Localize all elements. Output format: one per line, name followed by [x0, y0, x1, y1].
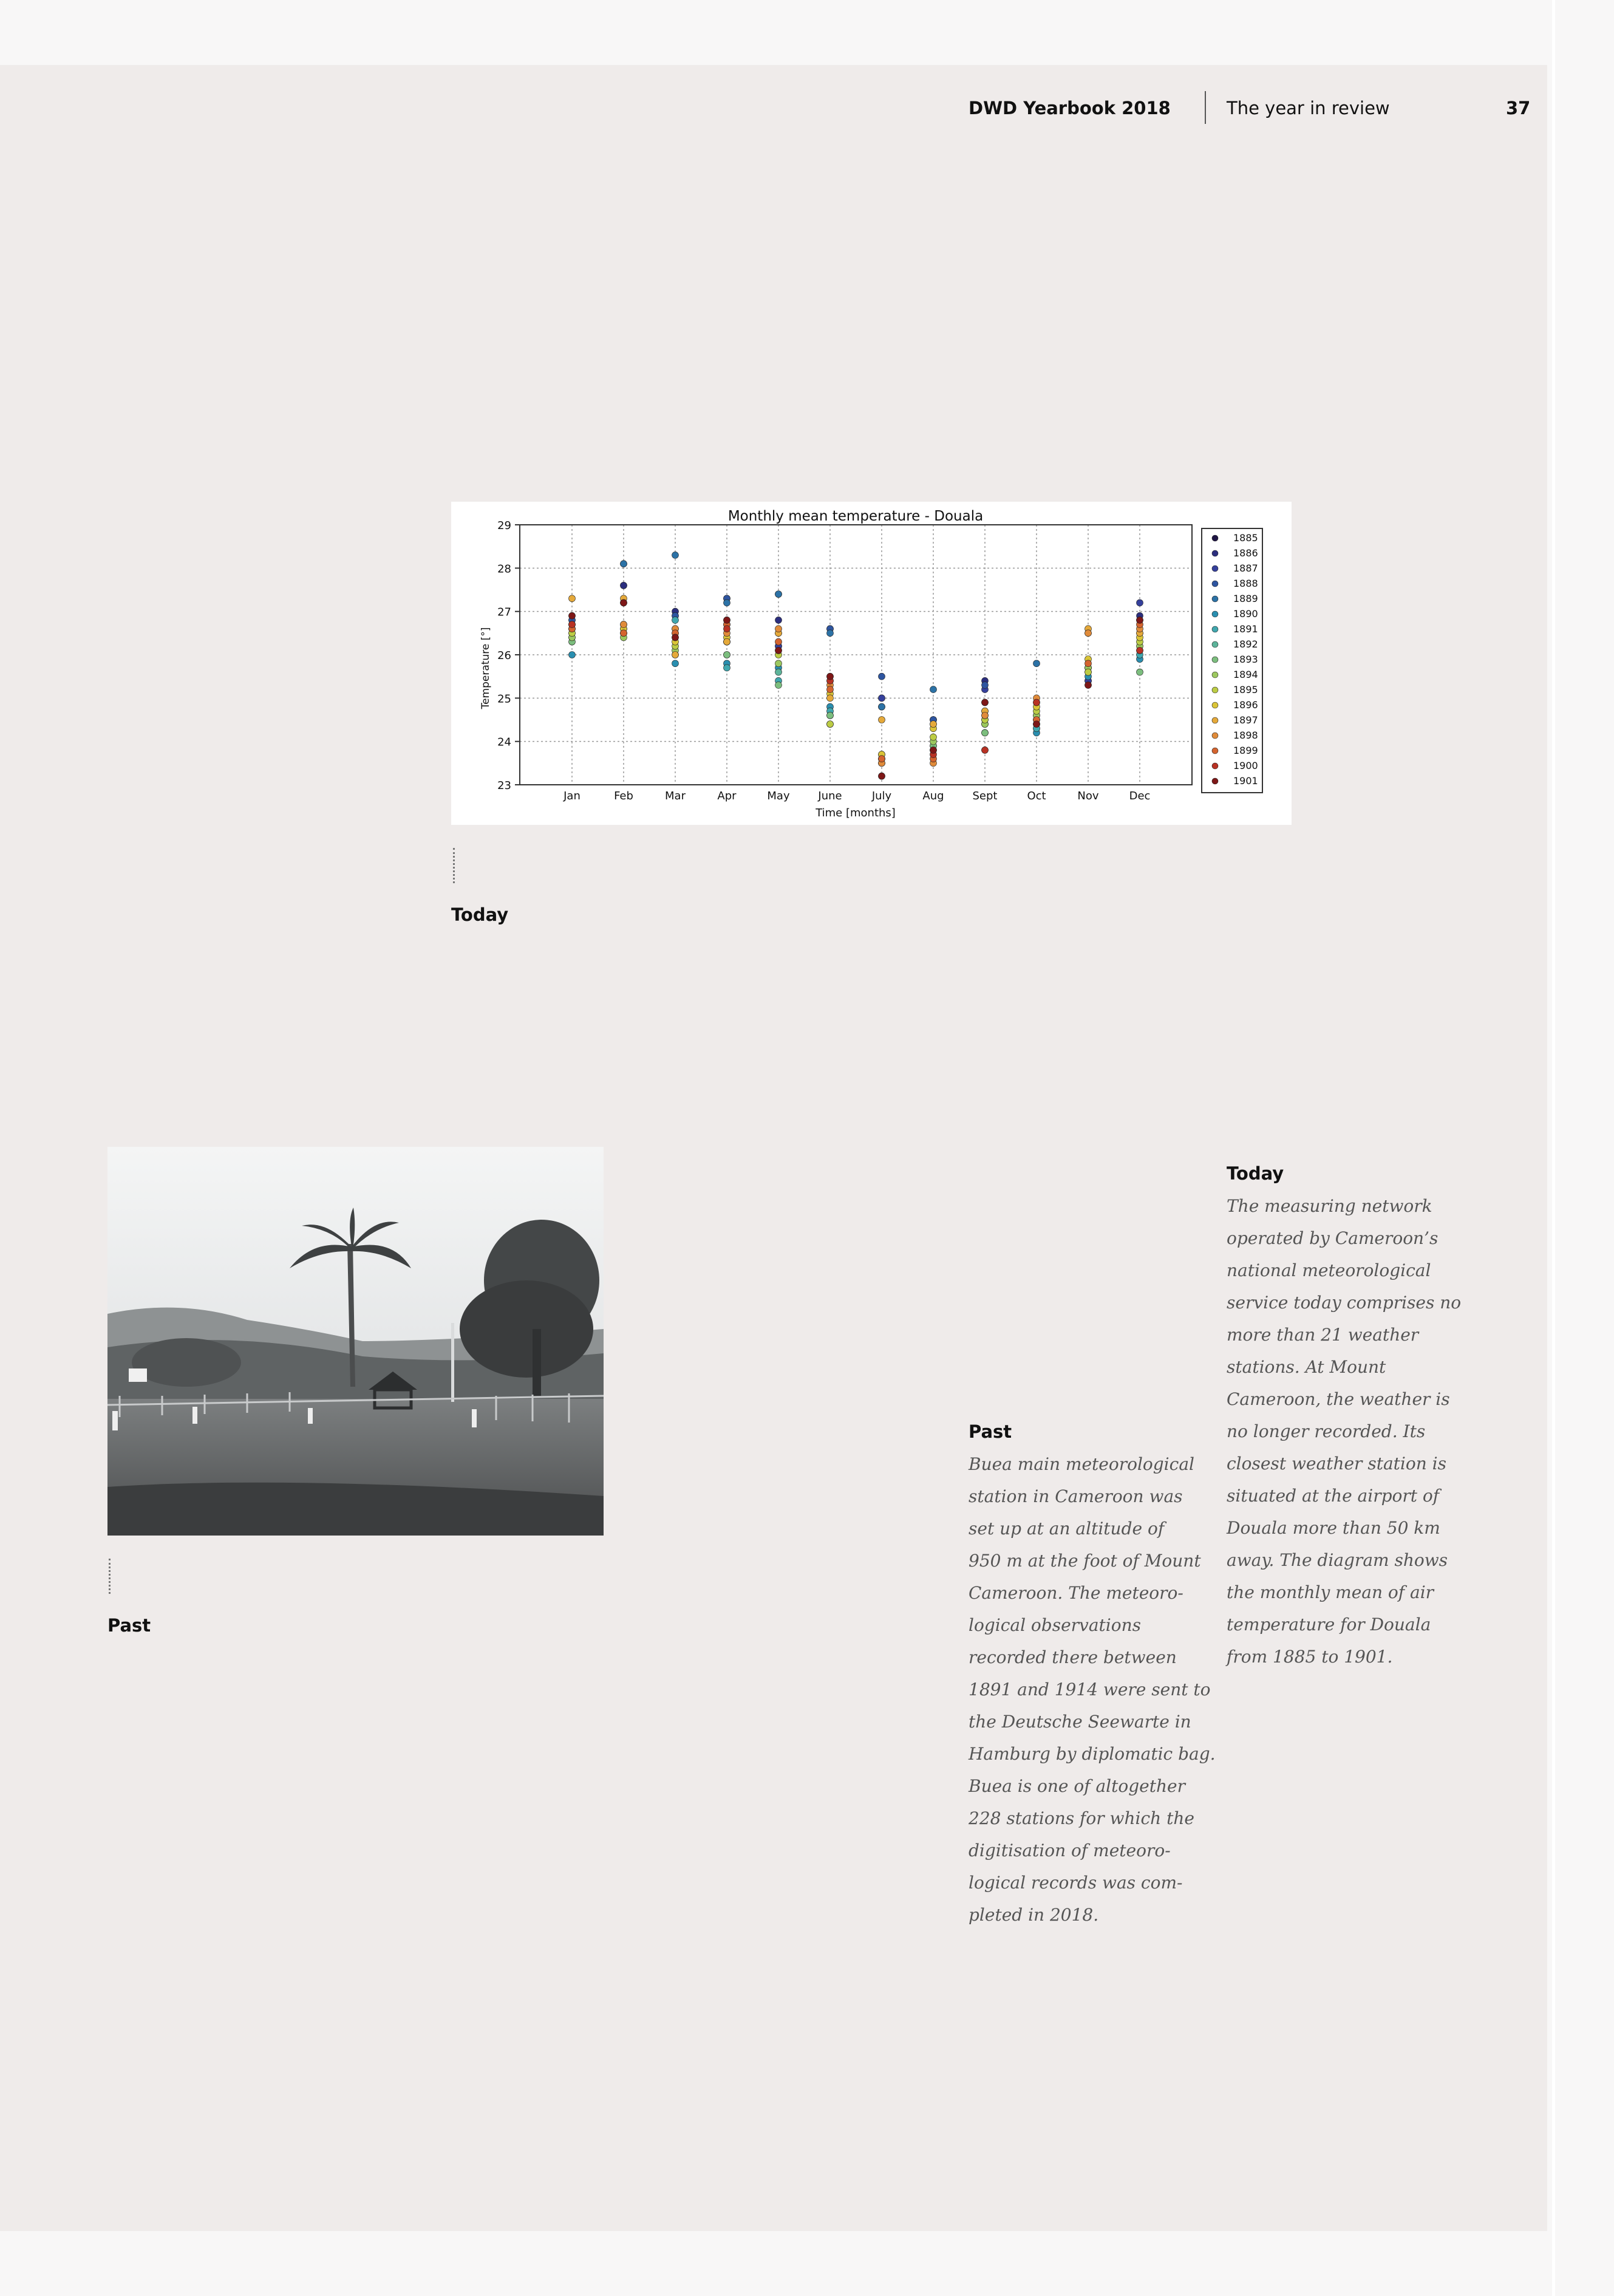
chart-legend-label: 1894: [1233, 669, 1258, 680]
chart-point: [775, 617, 782, 623]
text-line: Buea is one of altogether: [969, 1776, 1185, 1796]
weather-station-photo: [107, 1147, 604, 1536]
chart-legend-label: 1892: [1233, 638, 1258, 650]
chart-y-axis-label: Temperature [°]: [480, 627, 492, 709]
chart-point: [879, 756, 885, 762]
chart-legend-marker: [1212, 596, 1218, 602]
chart-point: [621, 621, 627, 628]
chart-point: [1085, 630, 1092, 637]
text-line: logical observations: [969, 1615, 1142, 1635]
text-line: 950 m at the foot of Mount: [969, 1551, 1201, 1571]
text-line: Cameroon, the weather is: [1227, 1389, 1450, 1409]
page-edge-strip: [1552, 0, 1614, 2296]
chart-legend-marker: [1212, 763, 1218, 769]
past-column-text: [969, 1448, 1216, 1931]
chart-point: [827, 673, 834, 680]
chart-legend-label: 1895: [1233, 684, 1258, 695]
chart-legend-marker: [1212, 641, 1218, 647]
chart-legend-marker: [1212, 565, 1218, 572]
chart-legend-label: 1896: [1233, 699, 1258, 711]
chart-point: [1137, 647, 1143, 654]
chart-point: [930, 747, 937, 753]
text-line: set up at an altitude of: [969, 1519, 1165, 1539]
chart-point: [775, 669, 782, 675]
chart-point: [1137, 669, 1143, 675]
chart-point: [724, 617, 730, 623]
chart-point: [569, 612, 576, 619]
chart-x-tick-label: May: [767, 790, 790, 802]
text-line: temperature for Douala: [1227, 1614, 1431, 1635]
chart-point: [1085, 660, 1092, 667]
chart-legend-marker: [1212, 626, 1218, 632]
chart-legend-marker: [1212, 733, 1218, 739]
chart-point: [879, 673, 885, 680]
chart-point: [775, 626, 782, 632]
chart-point: [724, 652, 730, 658]
chart-legend-label: 1900: [1233, 760, 1258, 771]
chart-legend-marker: [1212, 748, 1218, 754]
text-line: logical records was com-: [969, 1873, 1183, 1893]
chart-legend-label: 1893: [1233, 654, 1258, 665]
chart-point: [672, 552, 679, 558]
chart-legend-marker: [1212, 657, 1218, 663]
text-line: more than 21 weather: [1227, 1325, 1419, 1345]
chart-point: [621, 600, 627, 606]
chart-y-tick-label: 26: [497, 649, 511, 662]
chart-point: [569, 621, 576, 628]
chart-point: [621, 582, 627, 589]
chart-point: [827, 712, 834, 719]
chart-point: [1033, 699, 1040, 706]
today-column-text: [1227, 1190, 1461, 1673]
chart-x-tick-label: Dec: [1129, 790, 1151, 802]
chart-x-tick-label: Aug: [922, 790, 944, 802]
chart-legend-label: 1889: [1233, 593, 1258, 604]
chart-point: [569, 595, 576, 602]
chart-point: [827, 721, 834, 728]
text-line: recorded there between: [969, 1647, 1177, 1667]
chart-legend-label: 1888: [1233, 578, 1258, 589]
text-line: digitisation of meteoro-: [969, 1840, 1171, 1860]
chart-point: [775, 647, 782, 654]
page-number: 37: [1506, 98, 1531, 118]
chart-point: [879, 695, 885, 702]
text-line: away. The diagram shows: [1227, 1550, 1448, 1570]
publication-title: DWD Yearbook 2018: [969, 98, 1171, 118]
chart-y-tick-label: 27: [497, 606, 511, 619]
text-line: Douala more than 50 km: [1227, 1518, 1440, 1538]
chart-title: Monthly mean temperature - Douala: [727, 508, 984, 524]
chart-point: [672, 634, 679, 641]
text-line: the monthly mean of air: [1227, 1582, 1434, 1602]
section-title: The year in review: [1227, 98, 1390, 118]
chart-point: [1137, 617, 1143, 623]
chart-legend-label: 1898: [1233, 729, 1258, 741]
chart-point: [775, 682, 782, 688]
chart-point: [672, 652, 679, 658]
past-figure-marker: [109, 1559, 111, 1594]
chart-legend-label: 1891: [1233, 623, 1258, 635]
chart-x-tick-label: June: [818, 790, 842, 802]
chart-x-tick-label: July: [871, 790, 892, 802]
chart-point: [930, 734, 937, 740]
chart-legend-marker: [1212, 778, 1218, 784]
text-line: the Deutsche Seewarte in: [969, 1712, 1191, 1732]
chart-point: [982, 699, 989, 706]
chart-point: [982, 729, 989, 736]
text-line: 1891 and 1914 were sent to: [969, 1679, 1211, 1700]
header-divider: [1205, 91, 1206, 124]
chart-point: [775, 638, 782, 645]
text-line: Cameroon. The meteoro-: [969, 1583, 1183, 1603]
text-line: national meteorological: [1227, 1260, 1431, 1280]
text-line: The measuring network: [1227, 1196, 1432, 1216]
chart-point: [724, 665, 730, 671]
chart-point: [827, 686, 834, 693]
chart-point: [982, 712, 989, 719]
chart-legend-marker: [1212, 535, 1218, 541]
chart-legend-marker: [1212, 717, 1218, 723]
chart-point: [724, 626, 730, 632]
chart-point: [827, 630, 834, 637]
chart-y-tick-label: 23: [497, 779, 511, 792]
chart-point: [672, 660, 679, 667]
chart-legend-label: 1901: [1233, 775, 1258, 787]
chart-x-tick-label: Sept: [972, 790, 998, 802]
chart-x-tick-label: Mar: [665, 790, 686, 802]
chart-point: [879, 717, 885, 723]
chart-legend-label: 1885: [1233, 532, 1258, 544]
text-line: Hamburg by diplomatic bag.: [969, 1744, 1216, 1764]
chart-legend-marker: [1212, 687, 1218, 693]
chart-x-tick-label: Oct: [1027, 790, 1046, 802]
chart-point: [724, 638, 730, 645]
text-line: operated by Cameroon’s: [1227, 1228, 1439, 1248]
chart-legend-marker: [1212, 702, 1218, 708]
chart-x-axis-label: Time [months]: [816, 807, 896, 819]
chart-point: [1033, 721, 1040, 728]
text-line: stations. At Mount: [1227, 1357, 1386, 1377]
chart-legend-label: 1887: [1233, 562, 1258, 574]
text-line: situated at the airport of: [1227, 1486, 1440, 1506]
chart-y-tick-label: 28: [497, 562, 511, 576]
chart-point: [982, 747, 989, 753]
chart-legend-marker: [1212, 672, 1218, 678]
chart-point: [672, 617, 679, 623]
text-line: pleted in 2018.: [969, 1905, 1099, 1925]
chart-point: [621, 561, 627, 567]
chart-y-tick-label: 29: [497, 519, 511, 532]
chart-point: [775, 660, 782, 667]
chart-point: [879, 703, 885, 710]
chart-point: [569, 652, 576, 658]
chart-point: [982, 682, 989, 688]
chart-legend-marker: [1212, 611, 1218, 617]
chart-legend-label: 1899: [1233, 745, 1258, 756]
today-figure-caption: Today: [451, 904, 509, 925]
chart-legend-label: 1886: [1233, 547, 1258, 559]
text-line: station in Cameroon was: [969, 1486, 1183, 1506]
chart-y-tick-label: 24: [497, 736, 511, 749]
text-line: no longer recorded. Its: [1227, 1421, 1426, 1441]
chart-legend-label: 1897: [1233, 714, 1258, 726]
chart-point: [621, 630, 627, 637]
chart-legend-marker: [1212, 550, 1218, 556]
chart-point: [724, 600, 730, 606]
chart-point: [930, 686, 937, 693]
text-line: service today comprises no: [1227, 1293, 1462, 1313]
chart-x-tick-label: Nov: [1077, 790, 1099, 802]
text-line: Buea main meteorological: [969, 1454, 1194, 1474]
chart-legend-label: 1890: [1233, 608, 1258, 620]
chart-point: [775, 591, 782, 598]
chart-point: [879, 773, 885, 779]
chart-x-tick-label: Jan: [564, 790, 581, 802]
chart-x-tick-label: Apr: [717, 790, 737, 802]
chart-point: [1033, 660, 1040, 667]
past-column-heading: Past: [969, 1421, 1012, 1442]
past-figure-caption: Past: [107, 1615, 151, 1636]
text-line: from 1885 to 1901.: [1227, 1647, 1393, 1667]
chart-point: [1137, 600, 1143, 606]
chart-legend-marker: [1212, 581, 1218, 587]
chart-point: [827, 695, 834, 702]
temperature-chart: [451, 502, 1292, 825]
chart-x-tick-label: Feb: [614, 790, 633, 802]
chart-y-tick-label: 25: [497, 692, 511, 706]
chart-point: [1085, 669, 1092, 675]
today-column-heading: Today: [1227, 1163, 1284, 1184]
today-figure-marker: [453, 848, 455, 883]
chart-point: [930, 721, 937, 728]
text-line: 228 stations for which the: [969, 1808, 1194, 1828]
text-line: closest weather station is: [1227, 1454, 1446, 1474]
chart-point: [1085, 682, 1092, 688]
